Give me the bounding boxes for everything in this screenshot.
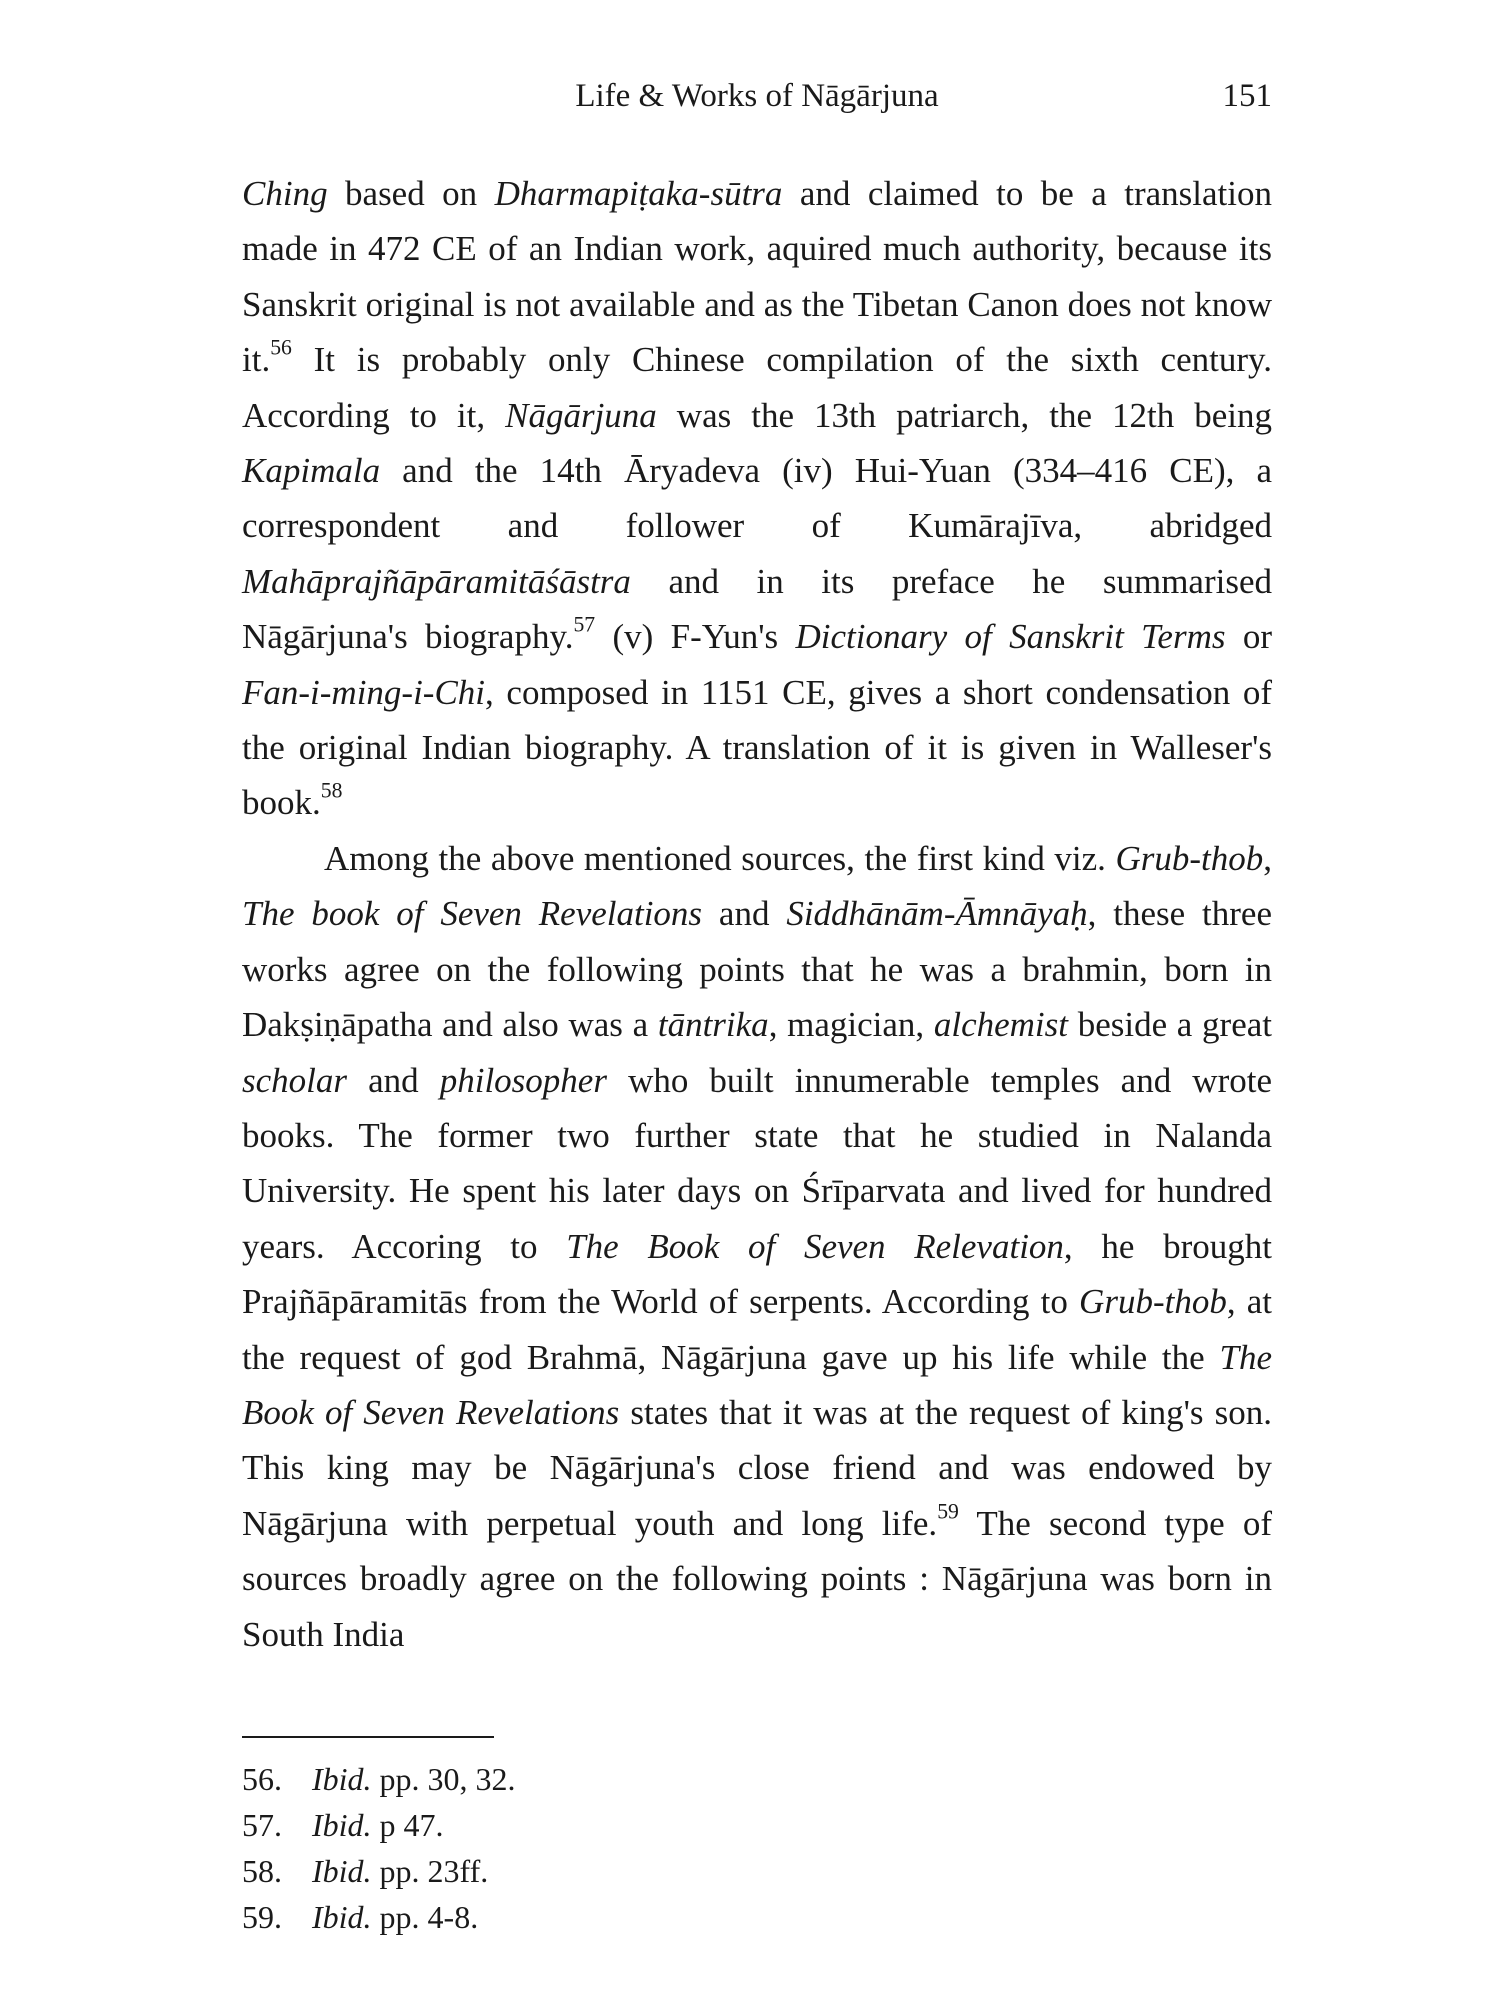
text-run: was the 13th patriarch, the 12th being bbox=[656, 395, 1272, 435]
text-run: , these three works agree on the following points that he was a brahmin, born in Dakṣiṇāpatha and also was a bbox=[242, 894, 1272, 1045]
italic-text: alchemist bbox=[933, 1005, 1068, 1045]
italic-text: Grub-thob bbox=[1115, 838, 1264, 878]
footnote-number: 58. bbox=[242, 1853, 282, 1889]
text-run: based on bbox=[327, 174, 495, 213]
text-run: beside a great bbox=[1068, 1005, 1272, 1045]
footnote-detail: p 47. bbox=[371, 1807, 444, 1843]
footnote bbox=[242, 1848, 942, 1894]
text-run: and claimed to be a translation made in 472 CE of an Indian work, aquired much authority, because its Sanskrit original is not available and as the Tibetan Canon does not know it. bbox=[242, 174, 1272, 380]
footnote-rule bbox=[242, 1736, 494, 1738]
italic-text: Nāgārjuna bbox=[505, 395, 657, 435]
footnote-ref: Ibid. bbox=[312, 1807, 372, 1843]
italic-text: Fan-i-ming-i-Chi bbox=[242, 672, 486, 712]
footnote-ref: Ibid. bbox=[312, 1899, 372, 1935]
running-title: Life & Works of Nāgārjuna bbox=[575, 78, 939, 114]
footnotes bbox=[242, 1756, 942, 1940]
italic-text: The Book of Seven Relevation bbox=[566, 1226, 1064, 1266]
text-run: , composed in 1151 CE, gives a short condensation of the original Indian biography. A translation of it is given in Walleser's book. bbox=[242, 672, 1272, 823]
footnote bbox=[242, 1756, 942, 1802]
footnote-ref: Ibid. bbox=[312, 1853, 372, 1889]
italic-text: The book of Seven Revelations bbox=[242, 894, 703, 934]
body-text bbox=[242, 166, 1272, 1662]
footnote-marker: 56 bbox=[270, 335, 292, 360]
footnote-marker: 57 bbox=[573, 612, 596, 637]
italic-text: Grub-thob bbox=[1079, 1282, 1227, 1322]
italic-text: Mahāprajñāpāramitāśāstra bbox=[242, 561, 631, 601]
text-run: , bbox=[1263, 838, 1272, 878]
text-run: , he brought Prajñāpāramitās from the World of serpents. According to bbox=[242, 1226, 1272, 1322]
text-run: It is probably only Chinese compilation of the sixth century. According to it, bbox=[242, 340, 1272, 435]
footnote-number: 57. bbox=[242, 1807, 282, 1843]
footnote-detail: pp. 23ff. bbox=[371, 1853, 489, 1889]
text-run: , magician, bbox=[768, 1005, 934, 1045]
footnote-marker: 58 bbox=[320, 779, 343, 804]
italic-text: philosopher bbox=[439, 1060, 607, 1100]
footnote bbox=[242, 1894, 942, 1940]
italic-text: Siddhānām-Āmnāyaḥ bbox=[786, 894, 1088, 934]
page-number: 151 bbox=[1222, 78, 1272, 114]
footnote-detail: pp. 4-8. bbox=[371, 1899, 479, 1935]
italic-text: Ching bbox=[242, 174, 328, 213]
paragraph bbox=[242, 166, 1272, 831]
footnote-marker: 59 bbox=[937, 1499, 959, 1524]
text-run: who built innumerable temples and wrote books. The former two further state that he studied in Nalanda University. He spent his later days on Śrīparvata and lived for hundred years. Accoring to bbox=[242, 1060, 1272, 1266]
text-run: and the 14th Āryadeva (iv) Hui-Yuan (334–416 CE), a correspondent and follower of Kumārajīva, abridged bbox=[242, 451, 1272, 546]
footnote-text bbox=[312, 1848, 488, 1894]
italic-text: Dictionary of Sanskrit Terms bbox=[795, 617, 1226, 657]
footnote-text bbox=[312, 1802, 444, 1848]
italic-text: Kapimala bbox=[242, 451, 381, 491]
paragraph bbox=[242, 831, 1272, 1662]
text-run: states that it was at the request of king's son. This king may be Nāgārjuna's close friend and was endowed by Nāgārjuna with perpetual youth and long life. bbox=[242, 1392, 1272, 1543]
footnote-number: 56. bbox=[242, 1761, 282, 1797]
footnote-ref: Ibid. bbox=[312, 1761, 372, 1797]
italic-text: The Book of Seven Revelations bbox=[242, 1337, 1272, 1432]
text-run: and bbox=[347, 1060, 440, 1100]
text-run: or bbox=[1225, 617, 1273, 657]
text-run: , at the request of god Brahmā, Nāgārjuna gave up his life while the bbox=[242, 1282, 1272, 1377]
italic-text: scholar bbox=[242, 1060, 347, 1100]
running-head bbox=[242, 78, 1272, 126]
text-run: and bbox=[702, 894, 787, 934]
italic-text: tāntrika bbox=[657, 1005, 769, 1045]
footnote-text bbox=[312, 1756, 516, 1802]
text-run: and in its preface he summarised Nāgārjuna's biography. bbox=[242, 561, 1272, 657]
footnote-number: 59. bbox=[242, 1899, 282, 1935]
italic-text: Dharmapiṭaka-sūtra bbox=[494, 174, 783, 213]
text-run: The second type of sources broadly agree on the following points : Nāgārjuna was born in South India bbox=[242, 1503, 1273, 1654]
text-run: Among the above mentioned sources, the first kind viz. bbox=[324, 838, 1116, 878]
footnote bbox=[242, 1802, 942, 1848]
footnote-text bbox=[312, 1894, 478, 1940]
footnote-detail: pp. 30, 32. bbox=[371, 1761, 516, 1797]
text-run: (v) F-Yun's bbox=[595, 617, 796, 657]
